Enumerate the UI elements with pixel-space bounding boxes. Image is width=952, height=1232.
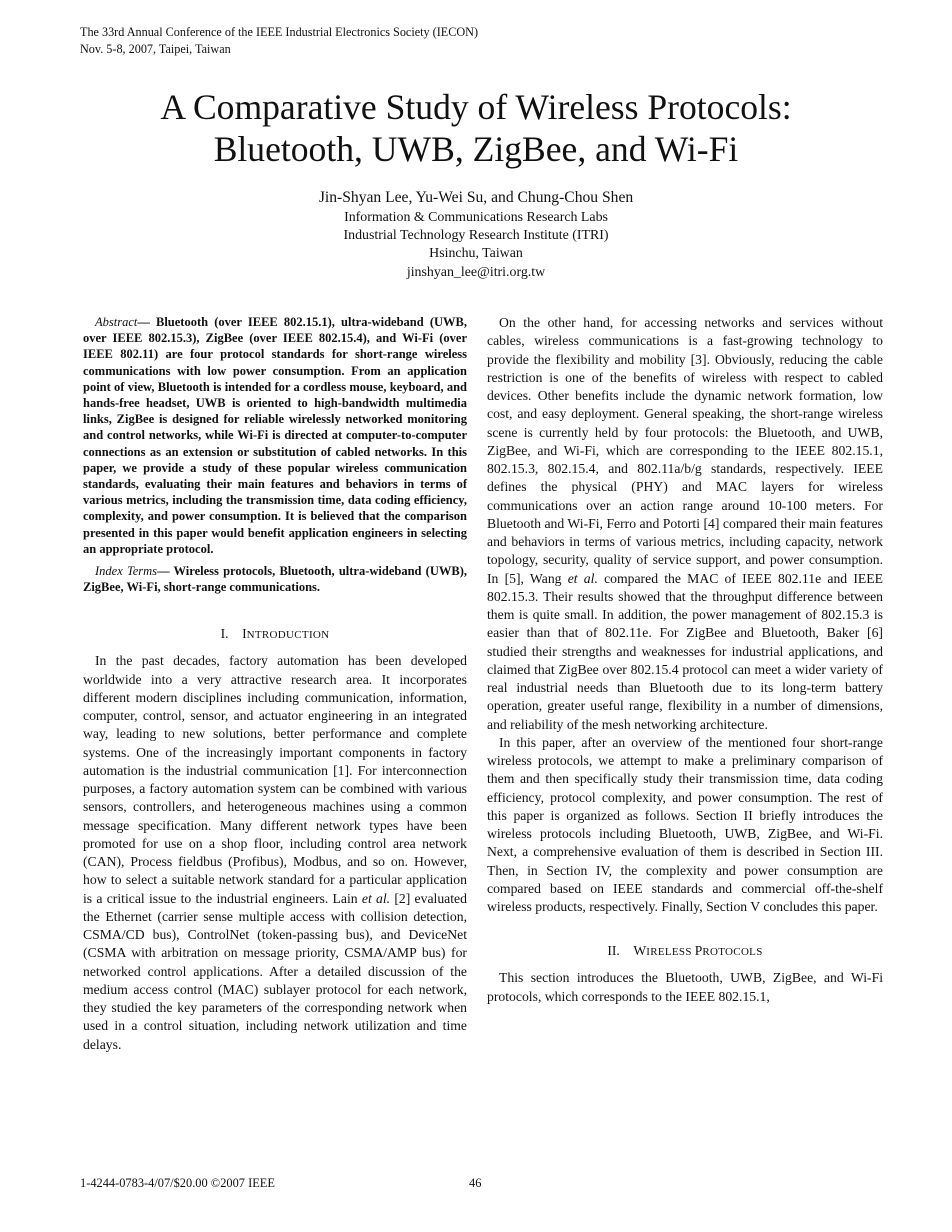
wireless-paragraph bbox=[487, 314, 883, 734]
left-column bbox=[83, 314, 467, 1054]
affiliation-block bbox=[40, 209, 912, 282]
paper-outline-paragraph: In this paper, after an overview of the mentioned four short-range wireless protocols, we attempt to make a preliminary comparison of them and then specifically study their transmission time, data coding efficiency, protocol complexity, and power consumption. The rest of this paper is organized as follows. Section II briefly introduces the wireless protocols including Bluetooth, UWB, ZigBee, and Wi-Fi. Next, a comprehensive evaluation of them is described in Section III. Then, in Section IV, the complexity and power consumption are compared based on IEEE standards and commercial off-the-shelf wireless products, respectively. Finally, Section V concludes this paper. bbox=[487, 734, 883, 914]
wireless-text-1: On the other hand, for accessing networks and services without cables, wireless communications is a fast-growing technology to provide the flexibility and mobility [3]. Obviously, reducing the cable restriction is one of the benefits of wireless with respect to cabled devices. Other benefits include the dynamic network formation, low cost, and easy deployment. General speaking, the short-range wireless scene is currently held by four protocols: the Bluetooth, and UWB, ZigBee, and Wi-Fi, which are corresponding to the IEEE 802.15.1, 802.15.3, 802.15.4, and 802.11a/b/g standards, respectively. IEEE defines the physical (PHY) and MAC layers for wireless communications over an action range around 10-100 meters. For Bluetooth and Wi-Fi, Ferro and Potorti [4] compared their main features and behaviors in terms of various metrics, including capacity, network topology, security, quality of service support, and power consumption. In [5], Wang bbox=[487, 315, 883, 586]
section-2-title-rest: IRELESS bbox=[646, 946, 695, 959]
index-terms-text: Wireless protocols, Bluetooth, ultra-wideband (UWB), ZigBee, Wi-Fi, short-range communications. bbox=[83, 564, 467, 595]
abstract-label: Abstract bbox=[95, 315, 138, 329]
section-2-title-rest-2: ROTOCOLS bbox=[702, 946, 763, 959]
section-2-title-initial-2: P bbox=[694, 943, 703, 959]
wireless-text-2: compared the MAC of IEEE 802.11e and IEEE 802.15.3. Their results showed that the throughput difference between them is quite small. In addition, the power management of 802.15.3 is easier than that of 802.11e. For ZigBee and Bluetooth, Baker [6] studied their strengths and weaknesses for industrial applications, and claimed that ZigBee over 802.15.4 protocol can meet a wider variety of real industrial needs than Bluetooth due to its long-term battery operation, greater useful range, flexibility in a number of dimensions, and reliability of the mesh networking architecture. bbox=[487, 570, 883, 732]
conference-header bbox=[80, 24, 478, 57]
intro-paragraph bbox=[83, 652, 467, 1054]
right-column bbox=[487, 314, 883, 1006]
intro-etal: et al. bbox=[361, 890, 391, 906]
paper-title bbox=[40, 86, 912, 170]
abstract-text: Bluetooth (over IEEE 802.15.1), ultra-wideband (UWB, over IEEE 802.15.3), ZigBee (over IEEE 802.15.4), and Wi-Fi (over IEEE 802.11) are four protocol standards for short-range wireless communications with low power consumption. From an application point of view, Bluetooth is intended for a cordless mouse, keyboard, and hands-free headset, UWB is oriented to high-bandwidth multimedia links, ZigBee is designed for reliable wirelessly networked monitoring and control networks, while Wi-Fi is directed at computer-to-computer connections as an extension or substitution of cabled networks. In this paper, we provide a study of these popular wireless communication standards, evaluating their main features and behaviors in terms of various metrics, including the transmission time, data coding efficiency, complexity, and power consumption. It is believed that the comparison presented in this paper would benefit application engineers in selecting an appropriate protocol. bbox=[83, 315, 467, 556]
title-line-2: Bluetooth, UWB, ZigBee, and Wi-Fi bbox=[213, 129, 739, 169]
intro-text-1: In the past decades, factory automation has been developed worldwide into a very attractive research area. It incorporates different modern disciplines including communication, information, computer, control, sensor, and actuator engineering in an integrated way, leading to new solutions, better performance and complete systems. One of the increasingly important components in factory automation is the industrial communication [1]. For interconnection purposes, a factory automation system can be combined with various sensors, controllers, and heterogeneous machines using a common message specification. Many different network types have been promoted for use on a shop floor, including control area network (CAN), Process fieldbus (Profibus), Modbus, and so on. However, how to select a suitable network standard for a particular application is a critical issue to the industrial engineers. Lain bbox=[83, 653, 467, 906]
copyright-footer: 1-4244-0783-4/07/$20.00 ©2007 IEEE bbox=[80, 1176, 275, 1190]
section-1-title-initial: I bbox=[242, 626, 247, 642]
section-2-paragraph: This section introduces the Bluetooth, UWB, ZigBee, and Wi-Fi protocols, which corresponds to the IEEE 802.15.1, bbox=[487, 970, 883, 1004]
section-1-numeral: I. bbox=[220, 626, 229, 642]
section-1-title-rest: NTRODUCTION bbox=[246, 629, 330, 642]
title-line-1: A Comparative Study of Wireless Protocols: bbox=[160, 87, 792, 127]
intro-text-2: [2] evaluated the Ethernet (carrier sense multiple access with collision detection, CSMA/CD bus), ControlNet (token-passing bus), and DeviceNet (CSMA with arbitration on message priority, CSMA/AMP bus) for networked control applications. After a detailed discussion of the medium access control (MAC) sublayer protocol for each network, they studied the key parameters of the corresponding network when used in a control situation, including network utilization and time delays. bbox=[83, 890, 467, 1052]
affiliation-lab: Information & Communications Research Labs bbox=[344, 210, 608, 225]
affiliation-institute: Industrial Technology Research Institute (ITRI) bbox=[343, 228, 609, 244]
section-heading-introduction bbox=[83, 625, 467, 644]
author-list: Jin-Shyan Lee, Yu-Wei Su, and Chung-Chou Shen bbox=[318, 189, 634, 206]
abstract bbox=[83, 314, 467, 557]
index-terms-label: Index Terms bbox=[95, 564, 158, 579]
affiliation-city: Hsinchu, Taiwan bbox=[429, 246, 523, 262]
conference-name: The 33rd Annual Conference of the IEEE Industrial Electronics Society (IECON) bbox=[80, 25, 478, 39]
section-2-numeral: II. bbox=[607, 943, 620, 959]
index-terms bbox=[83, 563, 467, 595]
abstract-dash: — bbox=[137, 315, 150, 329]
index-terms-dash: — bbox=[157, 564, 170, 579]
page-number: 46 bbox=[469, 1176, 482, 1190]
conference-date: Nov. 5-8, 2007, Taipei, Taiwan bbox=[80, 41, 231, 56]
section-2-title-initial: W bbox=[633, 943, 647, 959]
section-heading-wireless-protocols bbox=[487, 942, 883, 961]
author-email: jinshyan_lee@itri.org.tw bbox=[406, 264, 546, 280]
wireless-etal: et al. bbox=[567, 570, 598, 586]
